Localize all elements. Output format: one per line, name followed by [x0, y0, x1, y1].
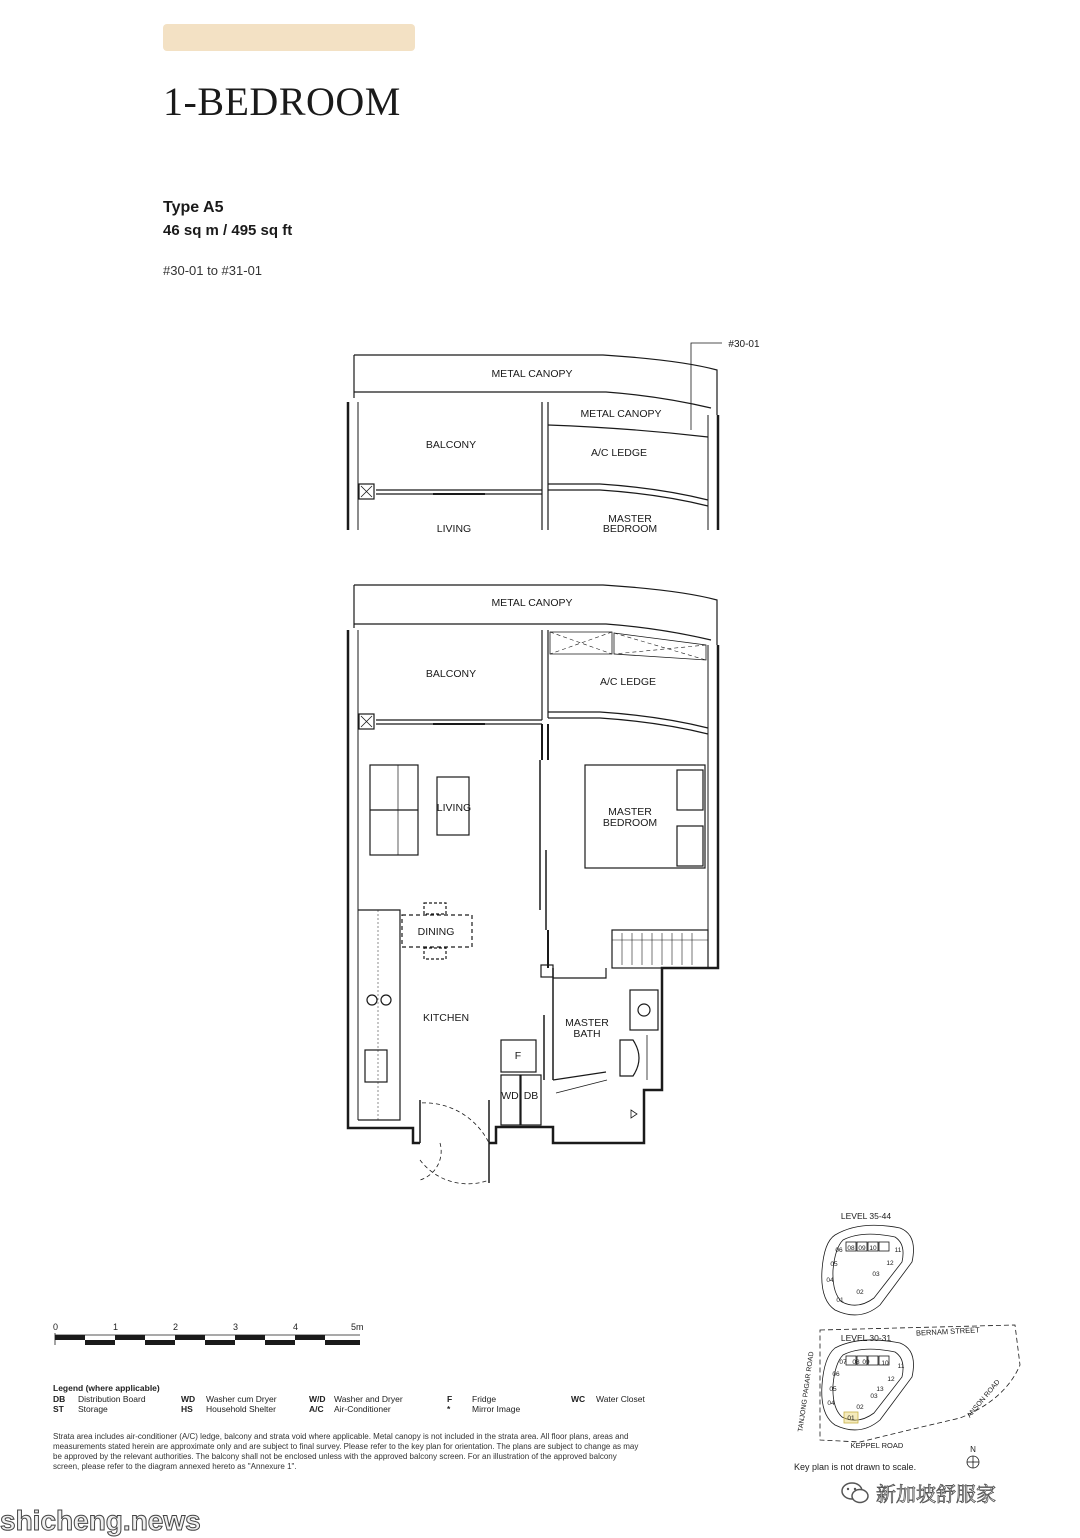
- key-unit-top-09: 09: [858, 1245, 866, 1252]
- upper-label-metal-canopy-inner: METAL CANOPY: [580, 408, 662, 420]
- scale-tick-2: 2: [173, 1322, 179, 1332]
- upper-label-living: LIVING: [436, 523, 472, 535]
- key-unit-top-02: 02: [856, 1289, 864, 1296]
- label-ac-ledge: A/C LEDGE: [599, 676, 657, 688]
- key-plan-road-anson: ANSON ROAD: [966, 1378, 1002, 1420]
- key-unit-bot-02: 02: [856, 1404, 864, 1411]
- key-unit-bot-04: 04: [827, 1400, 835, 1407]
- scale-tick-0: 0: [53, 1322, 59, 1332]
- upper-label-ac-ledge: A/C LEDGE: [590, 447, 648, 459]
- key-plan: [820, 1225, 1020, 1468]
- key-unit-top-03: 03: [872, 1271, 880, 1278]
- unit-type-name: Type A5: [163, 199, 224, 216]
- legend-item-db: DB Distribution Board: [53, 1394, 146, 1404]
- page-title: 1-BEDROOM: [163, 79, 401, 124]
- key-unit-top-04: 04: [826, 1277, 834, 1284]
- wechat-icon: [840, 1481, 870, 1505]
- key-unit-bot-05: 05: [829, 1386, 837, 1393]
- key-unit-bot-09: 09: [862, 1359, 870, 1366]
- label-dining: DINING: [417, 926, 455, 938]
- label-master-bedroom-l2: BEDROOM: [602, 817, 658, 829]
- key-plan-road-bernam: BERNAM STREET: [915, 1325, 980, 1338]
- label-kitchen: KITCHEN: [422, 1012, 470, 1024]
- key-unit-top-11: 11: [894, 1247, 902, 1254]
- key-unit-bot-11: 11: [897, 1363, 905, 1370]
- wechat-watermark: [840, 1478, 996, 1507]
- key-unit-bot-10: 10: [881, 1360, 889, 1367]
- legend-item-wc: WC Water Closet: [571, 1394, 645, 1404]
- disclaimer-text: Strata area includes air-conditioner (A/C) ledge, balcony and strata void where applicable. Metal canopy is not included in the strata area. All floor plans, areas and measurements stated herein are approximate only and are subject to final survey. Please refer to the key plan for orientation. The plans are subject to change as may be approved by the relevant authorities. The balcony shall not be enclosed unless with the approved balcony screen. For an illustration of the approved balcony screen, please refer to the diagram annexed hereto as "Annexure 1".: [53, 1432, 639, 1471]
- legend-item-hs: HS Household Shelter: [181, 1404, 276, 1414]
- label-balcony: BALCONY: [425, 668, 477, 680]
- key-unit-bot-03: 03: [870, 1393, 878, 1400]
- key-unit-bot-13: 13: [876, 1386, 884, 1393]
- label-metal-canopy: METAL CANOPY: [491, 597, 573, 609]
- key-unit-bot-06: 06: [832, 1371, 840, 1378]
- key-plan-road-tanjong: TANJONG PAGAR ROAD: [797, 1351, 816, 1433]
- legend: [53, 1383, 645, 1414]
- scale-tick-3: 3: [233, 1322, 239, 1332]
- label-master-bedroom-l1: MASTER: [608, 806, 652, 818]
- key-plan-level-top: LEVEL 35-44: [840, 1211, 892, 1221]
- key-plan-level-bottom: LEVEL 30-31: [840, 1333, 892, 1343]
- key-unit-bot-08: 08: [852, 1359, 860, 1366]
- upper-label-balcony: BALCONY: [425, 439, 477, 451]
- key-unit-bot-01: 01: [847, 1415, 855, 1422]
- legend-item-wd: WD Washer cum Dryer: [181, 1394, 277, 1404]
- key-unit-top-06: 06: [835, 1247, 843, 1254]
- key-unit-top-08: 08: [847, 1245, 855, 1252]
- legend-item-st: ST Storage: [53, 1404, 108, 1414]
- legend-title: Legend (where applicable): [53, 1383, 160, 1393]
- legend-item-f: F Fridge: [447, 1394, 497, 1404]
- legend-item-mirror: * Mirror Image: [447, 1404, 521, 1414]
- key-unit-top-01: 01: [836, 1297, 844, 1304]
- key-plan-note: Key plan is not drawn to scale.: [794, 1462, 917, 1472]
- key-unit-bot-12: 12: [887, 1376, 895, 1383]
- key-unit-top-12: 12: [886, 1260, 894, 1267]
- legend-item-w-d: W/D Washer and Dryer: [309, 1394, 403, 1404]
- site-watermark: shicheng.news: [0, 1505, 201, 1536]
- label-fridge: F: [514, 1050, 522, 1062]
- label-db: DB: [523, 1090, 539, 1102]
- upper-label-master-l1: MASTER: [608, 513, 652, 525]
- unit-range: #30-01 to #31-01: [163, 263, 263, 278]
- upper-unit-tag: #30-01: [728, 339, 760, 350]
- scale-tick-5m: 5m: [351, 1322, 364, 1332]
- label-master-bath-l2: BATH: [573, 1028, 601, 1040]
- key-unit-bot-07: 07: [839, 1359, 847, 1366]
- upper-label-master-l2: BEDROOM: [602, 523, 658, 535]
- wechat-account-name: 新加坡舒服家: [876, 1482, 996, 1506]
- legend-item-ac: A/C Air-Conditioner: [309, 1404, 391, 1414]
- scale-tick-4: 4: [293, 1322, 299, 1332]
- label-master-bath-l1: MASTER: [565, 1017, 609, 1029]
- key-unit-top-10: 10: [869, 1245, 877, 1252]
- unit-type-area: 46 sq m / 495 sq ft: [163, 222, 293, 239]
- scale-tick-1: 1: [113, 1322, 119, 1332]
- label-wd: WD: [501, 1090, 519, 1102]
- scale-bar-fills: [55, 1335, 360, 1345]
- key-plan-road-keppel: KEPPEL ROAD: [850, 1441, 904, 1450]
- key-plan-north-label: N: [970, 1445, 976, 1454]
- label-living: LIVING: [436, 802, 472, 814]
- upper-label-metal-canopy: METAL CANOPY: [491, 368, 573, 380]
- key-unit-top-05: 05: [830, 1261, 838, 1268]
